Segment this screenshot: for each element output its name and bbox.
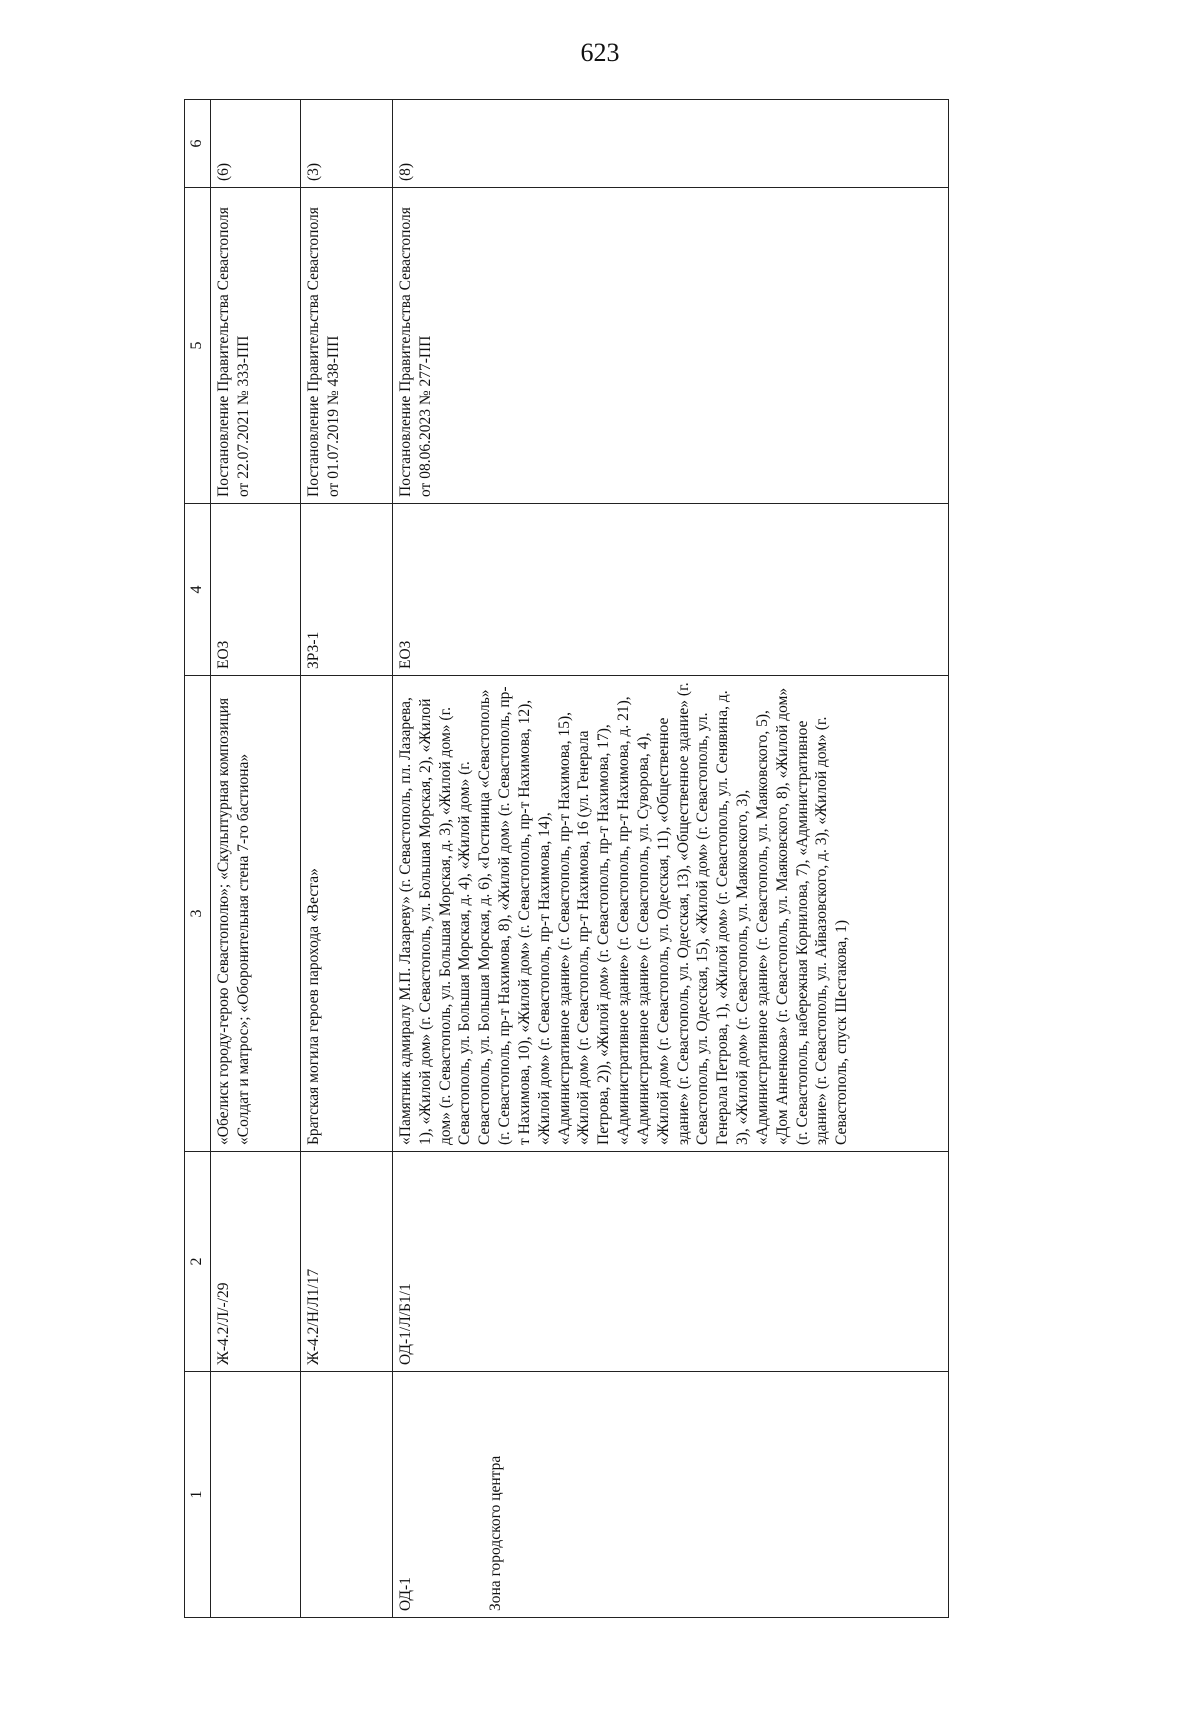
header-cell-4: 4 [185,504,211,676]
header-cell-2: 2 [185,1152,211,1372]
zone-cell [301,1372,393,1618]
object-name-cell: «Обелиск городу-герою Севастополю»; «Скульптурная композиция «Солдат и матрос»; «Оборонительная стена 7-го бастиона» [211,676,301,1152]
note-cell: (3) [301,100,393,188]
table-row [393,100,949,1618]
header-cell-5: 5 [185,188,211,504]
document-cell: Постановление Правительства Севастополя от 22.07.2021 № 333-ПП [211,188,301,504]
object-name-cell: «Памятник адмиралу М.П. Лазареву» (г. Севастополь, пл. Лазарева, 1), «Жилой дом» (г. Севастополь, ул. Большая Морская, 2), «Жилой дом» (г. Севастополь, ул. Большая Морская, д. 3), «Жилой дом» (г. Севастополь, ул. Большая Морская, д. 4), «Жилой дом» (г. Севастополь, ул. Большая Морская, д. 6), «Гостиница «Севастополь» (г. Севастополь, пр-т Нахимова, 8), «Жилой дом» (г. Севастополь, пр-т Нахимова, 10), «Жилой дом» (г. Севастополь, пр-т Нахимова, 12), «Жилой дом» (г. Севастополь, пр-т Нахимова, 14), «Административное здание» (г. Севастополь, пр-т Нахимова, 15), «Жилой дом» (г. Севастополь, пр-т Нахимова, 16 (ул. Генерала Петрова, 2)), «Жилой дом» (г. Севастополь, пр-т Нахимова, 17), «Административное здание» (г. Севастополь, пр-т Нахимова, д. 21), «Административное здание» (г. Севастополь, ул. Суворова, 4), «Жилой дом» (г. Севастополь, ул. Одесская, 11), «Общественное здание» (г. Севастополь, ул. Одесская, 13), «Общественное здание» (г. Севастополь, ул. Одесская, 15), «Жилой дом» (г. Севастополь, ул. Генерала Петрова, 1), «Жилой дом» (г. Севастополь, ул. Сенявина, д. 3), «Жилой дом» (г. Севастополь, ул. Маяковского, 3), «Административное здание» (г. Севастополь, ул. Маяковского, 5), «Дом Анненкова» (г. Севастополь, ул. Маяковского, 8), «Жилой дом» (г. Севастополь, набережная Корнилова, 7), «Административное здание» (г. Севастополь, ул. Айвазовского, д. 3), «Жилой дом» (г. Севастополь, спуск Шестакова, 1) [393,676,949,1152]
object-code-cell: Ж-4.2/Н/Л1/17 [301,1152,393,1372]
protection-zone-cell: ЕОЗ [393,504,949,676]
zone-cell [393,1372,949,1618]
table-header-row [185,100,211,1618]
header-cell-6: 6 [185,100,211,188]
table-row [211,100,301,1618]
object-name-cell: Братская могила героев парохода «Веста» [301,676,393,1152]
header-cell-3: 3 [185,676,211,1152]
table-row [301,100,393,1618]
zones-table [184,99,949,1618]
zone-cell [211,1372,301,1618]
note-cell: (6) [211,100,301,188]
document-cell: Постановление Правительства Севастополя от 08.06.2023 № 277-ПП [393,188,949,504]
page-number: 623 [580,38,620,67]
rotated-table-container [184,100,948,1618]
header-cell-1: 1 [185,1372,211,1618]
object-code-cell: ОД-1/Л/Б1/1 [393,1152,949,1372]
zone-name: Зона городского центра [486,1455,504,1611]
protection-zone-cell: ЗРЗ-1 [301,504,393,676]
document-cell: Постановление Правительства Севастополя от 01.07.2019 № 438-ПП [301,188,393,504]
note-cell: (8) [393,100,949,188]
object-code-cell: Ж-4.2/Л/-/29 [211,1152,301,1372]
protection-zone-cell: ЕОЗ [211,504,301,676]
zone-code: ОД-1 [397,1577,414,1611]
